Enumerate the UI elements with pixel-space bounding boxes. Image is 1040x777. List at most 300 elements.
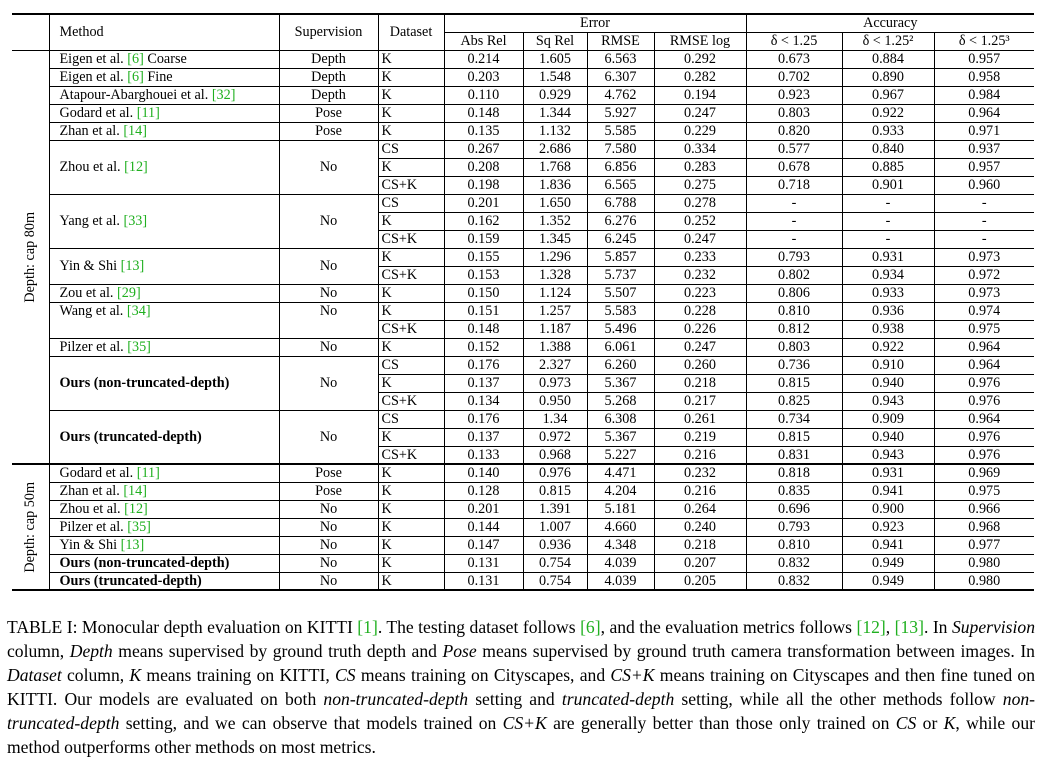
metric-acc-3: 0.976 bbox=[934, 374, 1034, 392]
method-citation[interactable]: [11] bbox=[136, 104, 160, 121]
metric-acc-3: 0.976 bbox=[934, 392, 1034, 410]
method-name: Atapour-Abarghouei et al. bbox=[59, 86, 212, 103]
caption-term: CS bbox=[895, 713, 917, 733]
metric-acc-3: 0.975 bbox=[934, 320, 1034, 338]
method-cell bbox=[49, 248, 279, 284]
supervision-cell: Pose bbox=[279, 482, 378, 500]
metric-acc-3: 0.973 bbox=[934, 248, 1034, 266]
metric-acc-2: 0.922 bbox=[842, 104, 934, 122]
metric-acc-1: 0.815 bbox=[746, 428, 842, 446]
dataset-cell: K bbox=[378, 50, 444, 68]
header-supervision: Supervision bbox=[279, 14, 378, 50]
metric-sq-rel: 1.605 bbox=[523, 50, 587, 68]
dataset-cell: K bbox=[378, 86, 444, 104]
dataset-cell: CS+K bbox=[378, 446, 444, 464]
metric-rmse-log: 0.247 bbox=[654, 230, 746, 248]
section-label-cell bbox=[12, 50, 49, 464]
metric-acc-2: 0.923 bbox=[842, 518, 934, 536]
method-cell bbox=[49, 410, 279, 464]
metric-acc-2: 0.934 bbox=[842, 266, 934, 284]
metric-rmse-log: 0.252 bbox=[654, 212, 746, 230]
method-cell bbox=[49, 338, 279, 356]
caption-citation[interactable]: [1] bbox=[357, 617, 378, 637]
metric-sq-rel: 1.391 bbox=[523, 500, 587, 518]
dataset-cell: K bbox=[378, 122, 444, 140]
dataset-cell: CS+K bbox=[378, 230, 444, 248]
method-citation[interactable]: [13] bbox=[120, 536, 145, 553]
metric-acc-1: 0.577 bbox=[746, 140, 842, 158]
metric-sq-rel: 1.352 bbox=[523, 212, 587, 230]
metric-acc-1: 0.810 bbox=[746, 302, 842, 320]
table-row bbox=[12, 356, 1034, 374]
table-row bbox=[12, 122, 1034, 140]
dataset-cell: CS bbox=[378, 410, 444, 428]
dataset-cell: K bbox=[378, 482, 444, 500]
supervision-cell: Depth bbox=[279, 50, 378, 68]
dataset-cell: CS+K bbox=[378, 266, 444, 284]
metric-acc-2: 0.941 bbox=[842, 536, 934, 554]
metric-rmse-log: 0.247 bbox=[654, 338, 746, 356]
metric-rmse: 6.565 bbox=[587, 176, 654, 194]
metric-acc-3: 0.960 bbox=[934, 176, 1034, 194]
table-row bbox=[12, 536, 1034, 554]
metric-sq-rel: 1.328 bbox=[523, 266, 587, 284]
method-cell bbox=[49, 194, 279, 248]
dataset-cell: K bbox=[378, 248, 444, 266]
metric-rmse: 4.348 bbox=[587, 536, 654, 554]
metric-acc-2: 0.941 bbox=[842, 482, 934, 500]
metric-sq-rel: 1.187 bbox=[523, 320, 587, 338]
caption-citation[interactable]: [12] bbox=[856, 617, 886, 637]
caption-term: CS+K bbox=[610, 665, 655, 685]
method-cell bbox=[49, 140, 279, 194]
caption-text: means supervised by ground truth camera transformation between images. In bbox=[476, 641, 1035, 661]
metric-acc-3: - bbox=[934, 212, 1034, 230]
metric-acc-2: - bbox=[842, 212, 934, 230]
caption-text: . In bbox=[923, 617, 952, 637]
method-citation[interactable]: [33] bbox=[123, 212, 148, 229]
metric-sq-rel: 1.388 bbox=[523, 338, 587, 356]
table-row bbox=[12, 482, 1034, 500]
method-name: Yin & Shi bbox=[59, 536, 121, 553]
metric-abs-rel: 0.140 bbox=[444, 464, 523, 482]
method-citation[interactable]: [14] bbox=[123, 482, 147, 499]
metric-acc-2: 0.967 bbox=[842, 86, 934, 104]
metric-rmse-log: 0.261 bbox=[654, 410, 746, 428]
metric-acc-2: 0.922 bbox=[842, 338, 934, 356]
header-accuracy: Accuracy bbox=[746, 14, 1034, 32]
metric-acc-2: 0.943 bbox=[842, 446, 934, 464]
metric-abs-rel: 0.110 bbox=[444, 86, 523, 104]
metric-rmse-log: 0.216 bbox=[654, 482, 746, 500]
metric-acc-1: 0.806 bbox=[746, 284, 842, 302]
metric-sq-rel: 0.936 bbox=[523, 536, 587, 554]
metric-acc-3: 0.984 bbox=[934, 86, 1034, 104]
metric-abs-rel: 0.201 bbox=[444, 500, 523, 518]
dataset-cell: CS+K bbox=[378, 392, 444, 410]
metric-acc-2: 0.933 bbox=[842, 284, 934, 302]
metric-sq-rel: 1.257 bbox=[523, 302, 587, 320]
metric-rmse: 6.308 bbox=[587, 410, 654, 428]
corner-cell bbox=[12, 14, 49, 50]
metric-rmse-log: 0.228 bbox=[654, 302, 746, 320]
metric-acc-1: 0.673 bbox=[746, 50, 842, 68]
header-rmse: RMSE bbox=[587, 32, 654, 50]
metric-sq-rel: 0.976 bbox=[523, 464, 587, 482]
method-name: Pilzer et al. bbox=[59, 518, 128, 535]
method-name: Zhan et al. bbox=[59, 482, 124, 499]
method-citation[interactable]: [12] bbox=[124, 500, 148, 517]
metric-rmse-log: 0.292 bbox=[654, 50, 746, 68]
metric-rmse: 5.367 bbox=[587, 428, 654, 446]
metric-rmse-log: 0.233 bbox=[654, 248, 746, 266]
method-suffix: Fine bbox=[143, 68, 173, 85]
metric-sq-rel: 0.754 bbox=[523, 572, 587, 590]
metric-abs-rel: 0.131 bbox=[444, 554, 523, 572]
metric-acc-2: 0.900 bbox=[842, 500, 934, 518]
metric-acc-1: 0.793 bbox=[746, 248, 842, 266]
header-acc-3: δ < 1.25³ bbox=[934, 32, 1034, 50]
metric-acc-2: 0.949 bbox=[842, 554, 934, 572]
metric-sq-rel: 2.686 bbox=[523, 140, 587, 158]
metric-rmse-log: 0.226 bbox=[654, 320, 746, 338]
method-name: Zou et al. bbox=[59, 284, 118, 301]
metric-abs-rel: 0.137 bbox=[444, 374, 523, 392]
metric-sq-rel: 0.754 bbox=[523, 554, 587, 572]
header-abs-rel: Abs Rel bbox=[444, 32, 523, 50]
dataset-cell: CS+K bbox=[378, 176, 444, 194]
metric-rmse-log: 0.216 bbox=[654, 446, 746, 464]
method-name: Eigen et al. bbox=[59, 50, 128, 67]
metric-acc-3: - bbox=[934, 194, 1034, 212]
metric-acc-2: 0.910 bbox=[842, 356, 934, 374]
method-cell bbox=[49, 464, 279, 482]
metric-rmse: 6.788 bbox=[587, 194, 654, 212]
metric-sq-rel: 0.815 bbox=[523, 482, 587, 500]
metric-acc-2: 0.901 bbox=[842, 176, 934, 194]
metric-sq-rel: 1.836 bbox=[523, 176, 587, 194]
dataset-cell: CS+K bbox=[378, 320, 444, 338]
metric-rmse-log: 0.219 bbox=[654, 428, 746, 446]
metric-acc-1: 0.923 bbox=[746, 86, 842, 104]
metric-acc-1: 0.793 bbox=[746, 518, 842, 536]
caption-text: column, bbox=[61, 665, 130, 685]
supervision-cell: Depth bbox=[279, 68, 378, 86]
metric-rmse: 4.204 bbox=[587, 482, 654, 500]
metric-rmse-log: 0.260 bbox=[654, 356, 746, 374]
method-cell bbox=[49, 86, 279, 104]
metric-rmse: 6.061 bbox=[587, 338, 654, 356]
metric-acc-3: 0.975 bbox=[934, 482, 1034, 500]
table-row bbox=[12, 554, 1034, 572]
metric-acc-3: - bbox=[934, 230, 1034, 248]
metric-abs-rel: 0.131 bbox=[444, 572, 523, 590]
metric-acc-1: 0.825 bbox=[746, 392, 842, 410]
metric-acc-2: 0.909 bbox=[842, 410, 934, 428]
supervision-cell: No bbox=[279, 248, 378, 284]
metric-acc-3: 0.957 bbox=[934, 158, 1034, 176]
dataset-cell: K bbox=[378, 104, 444, 122]
metric-acc-2: 0.890 bbox=[842, 68, 934, 86]
metric-rmse-log: 0.283 bbox=[654, 158, 746, 176]
method-citation[interactable]: [12] bbox=[124, 158, 148, 175]
caption-term: Pose bbox=[442, 641, 477, 661]
metric-rmse-log: 0.240 bbox=[654, 518, 746, 536]
dataset-cell: K bbox=[378, 284, 444, 302]
dataset-cell: K bbox=[378, 518, 444, 536]
dataset-cell: K bbox=[378, 428, 444, 446]
metric-sq-rel: 0.973 bbox=[523, 374, 587, 392]
metric-abs-rel: 0.201 bbox=[444, 194, 523, 212]
metric-acc-3: 0.968 bbox=[934, 518, 1034, 536]
method-cell bbox=[49, 500, 279, 518]
metric-acc-3: 0.964 bbox=[934, 104, 1034, 122]
metric-abs-rel: 0.198 bbox=[444, 176, 523, 194]
metric-rmse: 4.039 bbox=[587, 554, 654, 572]
metric-acc-1: 0.832 bbox=[746, 554, 842, 572]
caption-text: column, bbox=[7, 641, 70, 661]
caption-text: means supervised by ground truth depth and bbox=[112, 641, 443, 661]
metric-acc-3: 0.957 bbox=[934, 50, 1034, 68]
metric-rmse: 6.245 bbox=[587, 230, 654, 248]
metric-acc-3: 0.980 bbox=[934, 554, 1034, 572]
metric-sq-rel: 1.768 bbox=[523, 158, 587, 176]
metric-acc-1: 0.803 bbox=[746, 338, 842, 356]
metric-rmse-log: 0.223 bbox=[654, 284, 746, 302]
metric-rmse-log: 0.217 bbox=[654, 392, 746, 410]
caption-text: , bbox=[885, 617, 895, 637]
metric-acc-2: 0.940 bbox=[842, 374, 934, 392]
metric-sq-rel: 1.345 bbox=[523, 230, 587, 248]
metric-acc-1: 0.696 bbox=[746, 500, 842, 518]
metric-abs-rel: 0.148 bbox=[444, 104, 523, 122]
metric-acc-2: 0.931 bbox=[842, 464, 934, 482]
metric-sq-rel: 1.650 bbox=[523, 194, 587, 212]
metric-rmse-log: 0.232 bbox=[654, 266, 746, 284]
method-name: Ours (non-truncated-depth) bbox=[59, 374, 230, 391]
header-error: Error bbox=[444, 14, 746, 32]
method-name: Ours (non-truncated-depth) bbox=[59, 554, 230, 571]
caption-term: Dataset bbox=[7, 665, 62, 685]
dataset-cell: K bbox=[378, 302, 444, 320]
metric-abs-rel: 0.135 bbox=[444, 122, 523, 140]
caption-term: truncated-depth bbox=[561, 689, 675, 709]
method-suffix: Coarse bbox=[143, 50, 187, 67]
metric-sq-rel: 0.950 bbox=[523, 392, 587, 410]
method-name: Wang et al. bbox=[59, 302, 127, 319]
metric-acc-2: 0.936 bbox=[842, 302, 934, 320]
metric-abs-rel: 0.153 bbox=[444, 266, 523, 284]
method-cell bbox=[49, 122, 279, 140]
metric-sq-rel: 0.929 bbox=[523, 86, 587, 104]
caption-term: non-truncated-depth bbox=[7, 689, 1036, 733]
metric-acc-3: 0.976 bbox=[934, 446, 1034, 464]
metric-abs-rel: 0.150 bbox=[444, 284, 523, 302]
supervision-cell: No bbox=[279, 302, 378, 338]
caption-text: means training on Cityscapes and then fine tuned on KITTI. Our models are evaluated on both bbox=[7, 665, 1036, 709]
method-citation[interactable]: [32] bbox=[211, 86, 236, 103]
caption-text: . The testing dataset follows bbox=[377, 617, 581, 637]
metric-abs-rel: 0.214 bbox=[444, 50, 523, 68]
metric-acc-1: - bbox=[746, 212, 842, 230]
method-name: Yang et al. bbox=[59, 212, 124, 229]
supervision-cell: No bbox=[279, 284, 378, 302]
header-dataset: Dataset bbox=[378, 14, 444, 50]
supervision-cell: Pose bbox=[279, 122, 378, 140]
metric-abs-rel: 0.134 bbox=[444, 392, 523, 410]
metric-rmse: 5.857 bbox=[587, 248, 654, 266]
supervision-cell: No bbox=[279, 500, 378, 518]
metric-abs-rel: 0.137 bbox=[444, 428, 523, 446]
caption-citation[interactable]: [6] bbox=[580, 617, 601, 637]
metric-acc-3: 0.964 bbox=[934, 356, 1034, 374]
metric-acc-2: 0.840 bbox=[842, 140, 934, 158]
section-label: Depth: cap 80m bbox=[21, 211, 38, 303]
metric-rmse-log: 0.194 bbox=[654, 86, 746, 104]
caption-term: non-truncated-depth bbox=[323, 689, 469, 709]
metric-rmse: 7.580 bbox=[587, 140, 654, 158]
caption-term: K bbox=[129, 665, 142, 685]
caption-term: Supervision bbox=[951, 617, 1036, 637]
table-row bbox=[12, 248, 1034, 266]
metric-sq-rel: 1.124 bbox=[523, 284, 587, 302]
metric-acc-1: 0.812 bbox=[746, 320, 842, 338]
metric-rmse: 5.367 bbox=[587, 374, 654, 392]
metric-rmse: 4.471 bbox=[587, 464, 654, 482]
metric-rmse: 5.227 bbox=[587, 446, 654, 464]
metric-acc-3: 0.937 bbox=[934, 140, 1034, 158]
metric-acc-1: - bbox=[746, 194, 842, 212]
table-row bbox=[12, 284, 1034, 302]
metric-rmse-log: 0.218 bbox=[654, 374, 746, 392]
metric-acc-1: 0.734 bbox=[746, 410, 842, 428]
metric-acc-2: 0.884 bbox=[842, 50, 934, 68]
metric-rmse-log: 0.218 bbox=[654, 536, 746, 554]
method-name: Ours (truncated-depth) bbox=[59, 572, 202, 589]
dataset-cell: K bbox=[378, 212, 444, 230]
method-cell bbox=[49, 572, 279, 590]
metric-rmse: 5.583 bbox=[587, 302, 654, 320]
metric-sq-rel: 1.344 bbox=[523, 104, 587, 122]
metric-acc-2: - bbox=[842, 194, 934, 212]
caption-text: , while our method outperforms other methods on most metrics. bbox=[7, 713, 1035, 757]
caption-text: TABLE I: Monocular depth evaluation on KITTI bbox=[7, 617, 358, 637]
method-name: Eigen et al. bbox=[59, 68, 128, 85]
caption-term: Depth bbox=[69, 641, 113, 661]
method-citation[interactable]: [14] bbox=[123, 122, 147, 139]
metric-rmse-log: 0.278 bbox=[654, 194, 746, 212]
caption-term: CS bbox=[335, 665, 356, 685]
dataset-cell: K bbox=[378, 338, 444, 356]
method-name: Yin & Shi bbox=[59, 257, 121, 274]
supervision-cell: No bbox=[279, 356, 378, 410]
caption-text: setting and bbox=[468, 689, 562, 709]
caption-text: setting, and we can observe that models trained on bbox=[119, 713, 503, 733]
supervision-cell: No bbox=[279, 518, 378, 536]
metric-rmse-log: 0.282 bbox=[654, 68, 746, 86]
method-citation[interactable]: [11] bbox=[136, 465, 160, 482]
method-citation[interactable]: [29] bbox=[117, 284, 141, 301]
method-cell bbox=[49, 104, 279, 122]
metric-abs-rel: 0.133 bbox=[444, 446, 523, 464]
metric-rmse: 5.737 bbox=[587, 266, 654, 284]
supervision-cell: No bbox=[279, 338, 378, 356]
method-name: Godard et al. bbox=[59, 104, 137, 121]
header-sq-rel: Sq Rel bbox=[523, 32, 587, 50]
metric-acc-1: 0.736 bbox=[746, 356, 842, 374]
caption-text: setting, while all the other methods follow bbox=[674, 689, 1003, 709]
metric-rmse: 6.276 bbox=[587, 212, 654, 230]
metric-abs-rel: 0.155 bbox=[444, 248, 523, 266]
header-method: Method bbox=[49, 14, 279, 50]
caption-text: means training on KITTI, bbox=[141, 665, 336, 685]
supervision-cell: Pose bbox=[279, 104, 378, 122]
metric-rmse: 5.585 bbox=[587, 122, 654, 140]
dataset-cell: K bbox=[378, 572, 444, 590]
dataset-cell: K bbox=[378, 500, 444, 518]
supervision-cell: No bbox=[279, 140, 378, 194]
method-citation[interactable]: [34] bbox=[126, 302, 151, 319]
metric-acc-1: 0.810 bbox=[746, 536, 842, 554]
metric-acc-1: 0.678 bbox=[746, 158, 842, 176]
method-citation[interactable]: [6] bbox=[127, 68, 144, 85]
metric-acc-3: 0.980 bbox=[934, 572, 1034, 590]
method-citation[interactable]: [6] bbox=[127, 50, 144, 67]
metric-abs-rel: 0.159 bbox=[444, 230, 523, 248]
metric-acc-3: 0.974 bbox=[934, 302, 1034, 320]
method-cell bbox=[49, 356, 279, 410]
method-name: Zhan et al. bbox=[59, 122, 124, 139]
metric-abs-rel: 0.176 bbox=[444, 410, 523, 428]
metric-acc-3: 0.964 bbox=[934, 338, 1034, 356]
table-row bbox=[12, 464, 1034, 482]
method-citation[interactable]: [13] bbox=[120, 257, 145, 274]
method-name: Godard et al. bbox=[59, 465, 137, 482]
metric-acc-1: - bbox=[746, 230, 842, 248]
metric-acc-2: - bbox=[842, 230, 934, 248]
metric-rmse: 6.856 bbox=[587, 158, 654, 176]
header-acc-1: δ < 1.25 bbox=[746, 32, 842, 50]
metric-acc-1: 0.815 bbox=[746, 374, 842, 392]
metric-acc-1: 0.835 bbox=[746, 482, 842, 500]
metric-sq-rel: 1.007 bbox=[523, 518, 587, 536]
metric-rmse: 4.762 bbox=[587, 86, 654, 104]
table-row bbox=[12, 518, 1034, 536]
caption-term: K bbox=[943, 713, 956, 733]
metric-rmse-log: 0.264 bbox=[654, 500, 746, 518]
method-cell bbox=[49, 284, 279, 302]
table-row bbox=[12, 302, 1034, 320]
supervision-cell: No bbox=[279, 536, 378, 554]
method-cell bbox=[49, 518, 279, 536]
method-citation[interactable]: [35] bbox=[127, 518, 151, 535]
supervision-cell: Depth bbox=[279, 86, 378, 104]
metric-rmse: 6.563 bbox=[587, 50, 654, 68]
method-cell bbox=[49, 482, 279, 500]
metric-acc-2: 0.931 bbox=[842, 248, 934, 266]
supervision-cell: Pose bbox=[279, 464, 378, 482]
metric-acc-2: 0.933 bbox=[842, 122, 934, 140]
method-name: Zhou et al. bbox=[59, 500, 125, 517]
caption-text: means training on Cityscapes, and bbox=[355, 665, 611, 685]
caption-citation[interactable]: [13] bbox=[894, 617, 924, 637]
method-citation[interactable]: [35] bbox=[127, 338, 151, 355]
metric-rmse-log: 0.247 bbox=[654, 104, 746, 122]
metric-rmse: 5.496 bbox=[587, 320, 654, 338]
metric-acc-1: 0.831 bbox=[746, 446, 842, 464]
caption-text: , and the evaluation metrics follows bbox=[600, 617, 857, 637]
method-cell bbox=[49, 554, 279, 572]
